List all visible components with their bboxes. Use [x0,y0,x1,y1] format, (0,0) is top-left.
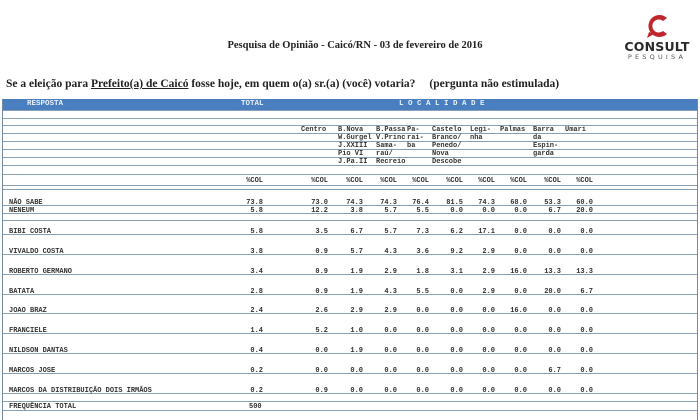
response-label: MARCOS DA DISTRIBUIÇÃO DOIS IRMÃOS [9,387,152,395]
response-value: 0.0 [416,327,429,335]
response-total: 5.8 [250,207,263,215]
response-value: 16.0 [510,307,527,315]
response-value: 81.5 [446,199,463,207]
response-label: NÃO SABE [9,199,43,207]
response-value: 76.4 [412,199,429,207]
response-value: 0.0 [450,367,463,375]
response-total: 3.8 [250,248,263,256]
response-label: VIVALDO COSTA [9,248,64,256]
response-value: 0.0 [580,387,593,395]
localidade-header-label: B.Nova [338,126,364,134]
response-value: 1.9 [350,288,363,296]
response-value: 5.5 [416,288,429,296]
response-value: 1.8 [416,268,429,276]
response-value: 13.3 [576,268,593,276]
localidade-header-label: Castelo [432,126,462,134]
response-value: 3.5 [315,228,328,236]
response-total: 73.8 [246,199,263,207]
response-value: 0.0 [450,387,463,395]
response-total: 2.4 [250,307,263,315]
response-total: 2.8 [250,288,263,296]
response-value: 0.0 [416,367,429,375]
localidade-col-label: %COL [446,177,463,185]
localidade-col-label: %COL [311,177,328,185]
response-value: 0.0 [548,387,561,395]
response-value: 2.9 [482,248,495,256]
response-value: 5.7 [350,248,363,256]
response-value: 5.5 [416,207,429,215]
response-value: 2.9 [350,307,363,315]
response-value: 0.0 [580,248,593,256]
response-value: 4.3 [384,248,397,256]
response-total: 0.4 [250,347,263,355]
response-total: 3.4 [250,268,263,276]
response-value: 0.0 [384,327,397,335]
response-value: 0.0 [548,248,561,256]
response-value: 2.9 [384,307,397,315]
localidade-header-label: raú/ [376,150,393,158]
response-value: 20.0 [576,207,593,215]
response-value: 0.0 [548,327,561,335]
response-value: 7.3 [416,228,429,236]
response-value: 0.0 [514,327,527,335]
response-value: 0.0 [450,288,463,296]
response-value: 0.0 [450,207,463,215]
response-value: 0.0 [416,387,429,395]
response-value: 3.1 [450,268,463,276]
response-value: 2.9 [482,268,495,276]
response-value: 5.2 [315,327,328,335]
localidade-header-label: Barra [533,126,555,134]
response-label: ROBERTO GERMANO [9,268,73,276]
localidade-header-label: J.XXIII [338,142,368,150]
response-label: BIBI COSTA [9,228,52,236]
response-value: 9.2 [450,248,463,256]
row-divider [3,401,697,402]
response-value: 0.0 [450,307,463,315]
localidade-col-label: %COL [510,177,527,185]
response-value: 0.0 [514,367,527,375]
response-value: 0.0 [548,347,561,355]
response-value: 0.0 [514,228,527,236]
response-value: 0.0 [350,367,363,375]
report-subtitle: Pesquisa de Opinião - Caicó/RN - 03 de fevereiro de 2016 [227,40,483,51]
response-value: 74.3 [346,199,363,207]
localidade-header-label: da [533,134,542,142]
response-value: 0.9 [315,248,328,256]
question-underlined: Prefeito(a) de Caicó [90,78,189,90]
response-value: 6.7 [350,228,363,236]
response-value: 0.0 [580,347,593,355]
response-value: 0.0 [548,307,561,315]
localidade-header-label: Sama- [376,142,398,150]
localidade-header-label: Pa- [407,126,420,134]
response-value: 3.8 [350,207,363,215]
response-value: 0.0 [315,347,328,355]
response-value: 17.1 [478,228,495,236]
localidade-header-label: Nova [432,150,449,158]
localidade-header-label: W.Gurgel [338,134,372,142]
response-value: 74.3 [478,199,495,207]
response-value: 53.3 [544,199,561,207]
response-value: 4.3 [384,288,397,296]
response-value: 6.2 [450,228,463,236]
row-divider [3,174,697,175]
response-total: 1.4 [250,327,263,335]
table-header-bar [3,99,697,110]
localidade-header-label: Descobe [432,158,462,166]
response-value: 0.9 [315,387,328,395]
localidade-col-label: %COL [576,177,593,185]
response-value: 0.0 [548,228,561,236]
response-value: 0.0 [450,347,463,355]
response-label: MARCOS JOSE [9,367,56,375]
frequency-total-label: FREQUÊNCIA TOTAL [9,403,77,411]
response-value: 6.7 [580,288,593,296]
response-label: JOAO BRAZ [9,307,47,315]
consult-logo [618,8,696,60]
logo-brand-text: CONSULT [624,39,690,54]
response-value: 74.3 [380,199,397,207]
response-label: BATATA [9,288,35,296]
response-value: 0.0 [482,207,495,215]
localidade-header-label: Palmas [500,126,526,134]
response-value: 68.0 [510,199,527,207]
localidade-header-label: V.Princ [376,134,406,142]
response-value: 0.9 [315,288,328,296]
response-value: 2.9 [384,268,397,276]
response-value: 13.3 [544,268,561,276]
localidade-col-label: %COL [380,177,397,185]
response-value: 0.0 [416,347,429,355]
response-value: 0.0 [514,207,527,215]
response-value: 0.0 [384,347,397,355]
response-value: 5.7 [384,207,397,215]
response-value: 0.0 [482,327,495,335]
consult-logo-icon [643,12,671,40]
localidade-header-label: Legi- [470,126,492,134]
localidade-col-label: %COL [478,177,495,185]
row-divider [3,220,697,221]
response-value: 73.0 [311,199,328,207]
response-value: 1.9 [350,347,363,355]
response-value: 0.0 [514,387,527,395]
response-value: 0.0 [514,248,527,256]
response-value: 12.2 [311,207,328,215]
frequency-total-value: 500 [249,403,262,411]
response-value: 6.7 [548,207,561,215]
response-value: 0.0 [315,367,328,375]
localidade-header-label: Penedo/ [432,142,462,150]
localidade-header-label: nha [470,134,483,142]
response-value: 0.0 [350,387,363,395]
localidade-header-label: rai- [407,134,424,142]
response-value: 0.0 [416,307,429,315]
row-divider [3,189,697,190]
question-note: (pergunta não estimulada) [429,78,560,90]
total-col-label: %COL [246,177,263,185]
row-divider [3,110,697,111]
results-table [2,99,698,420]
response-value: 0.0 [482,387,495,395]
response-value: 1.9 [350,268,363,276]
response-label: FRANCIELE [9,327,47,335]
response-value: 6.7 [548,367,561,375]
localidade-col-label: %COL [346,177,363,185]
question-prefix: Se a eleição para [6,78,91,90]
localidade-header-label: Recreio [376,158,406,166]
response-value: 0.0 [450,327,463,335]
survey-question [6,78,559,90]
response-value: 0.0 [384,387,397,395]
response-value: 0.0 [514,288,527,296]
header-total: TOTAL [241,100,264,108]
row-divider [3,185,697,186]
logo-sub-text: PESQUISA [627,53,687,61]
response-value: 0.0 [580,327,593,335]
response-value: 0.0 [482,307,495,315]
localidade-col-label: %COL [412,177,429,185]
response-value: 2.9 [482,288,495,296]
response-value: 0.0 [580,367,593,375]
localidade-header-label: B.Passa [376,126,406,134]
response-total: 5.8 [250,228,263,236]
response-label: NILDSON DANTAS [9,347,68,355]
row-divider [3,118,697,119]
question-suffix: fosse hoje, em quem o(a) sr.(a) (você) votaria? [188,78,416,90]
localidade-header-label: ba [407,142,416,150]
response-value: 1.0 [350,327,363,335]
localidade-header-label: Espin- [533,142,559,150]
localidade-header-label: Centro [301,126,327,134]
response-value: 60.0 [576,199,593,207]
response-label: NENEUM [9,207,35,215]
localidade-header-label: Branco/ [432,134,462,142]
response-value: 0.0 [482,367,495,375]
response-total: 0.2 [250,387,263,395]
localidade-col-label: %COL [544,177,561,185]
header-localidade: L O C A L I D A D E [399,100,485,108]
localidade-header-label: Umari [565,126,587,134]
response-value: 3.6 [416,248,429,256]
localidade-header-label: J.Pa.II [338,158,368,166]
row-divider [3,410,697,411]
header-resposta: RESPOSTA [27,100,64,108]
response-value: 0.9 [315,268,328,276]
response-total: 0.2 [250,367,263,375]
response-value: 5.7 [384,228,397,236]
response-value: 0.0 [580,307,593,315]
response-value: 20.0 [544,288,561,296]
response-value: 16.0 [510,268,527,276]
response-value: 2.6 [315,307,328,315]
localidade-header-label: garda [533,150,555,158]
response-value: 0.0 [384,367,397,375]
response-value: 0.0 [482,347,495,355]
localidade-header-label: Pio VI [338,150,364,158]
response-value: 0.0 [580,228,593,236]
response-value: 0.0 [514,347,527,355]
